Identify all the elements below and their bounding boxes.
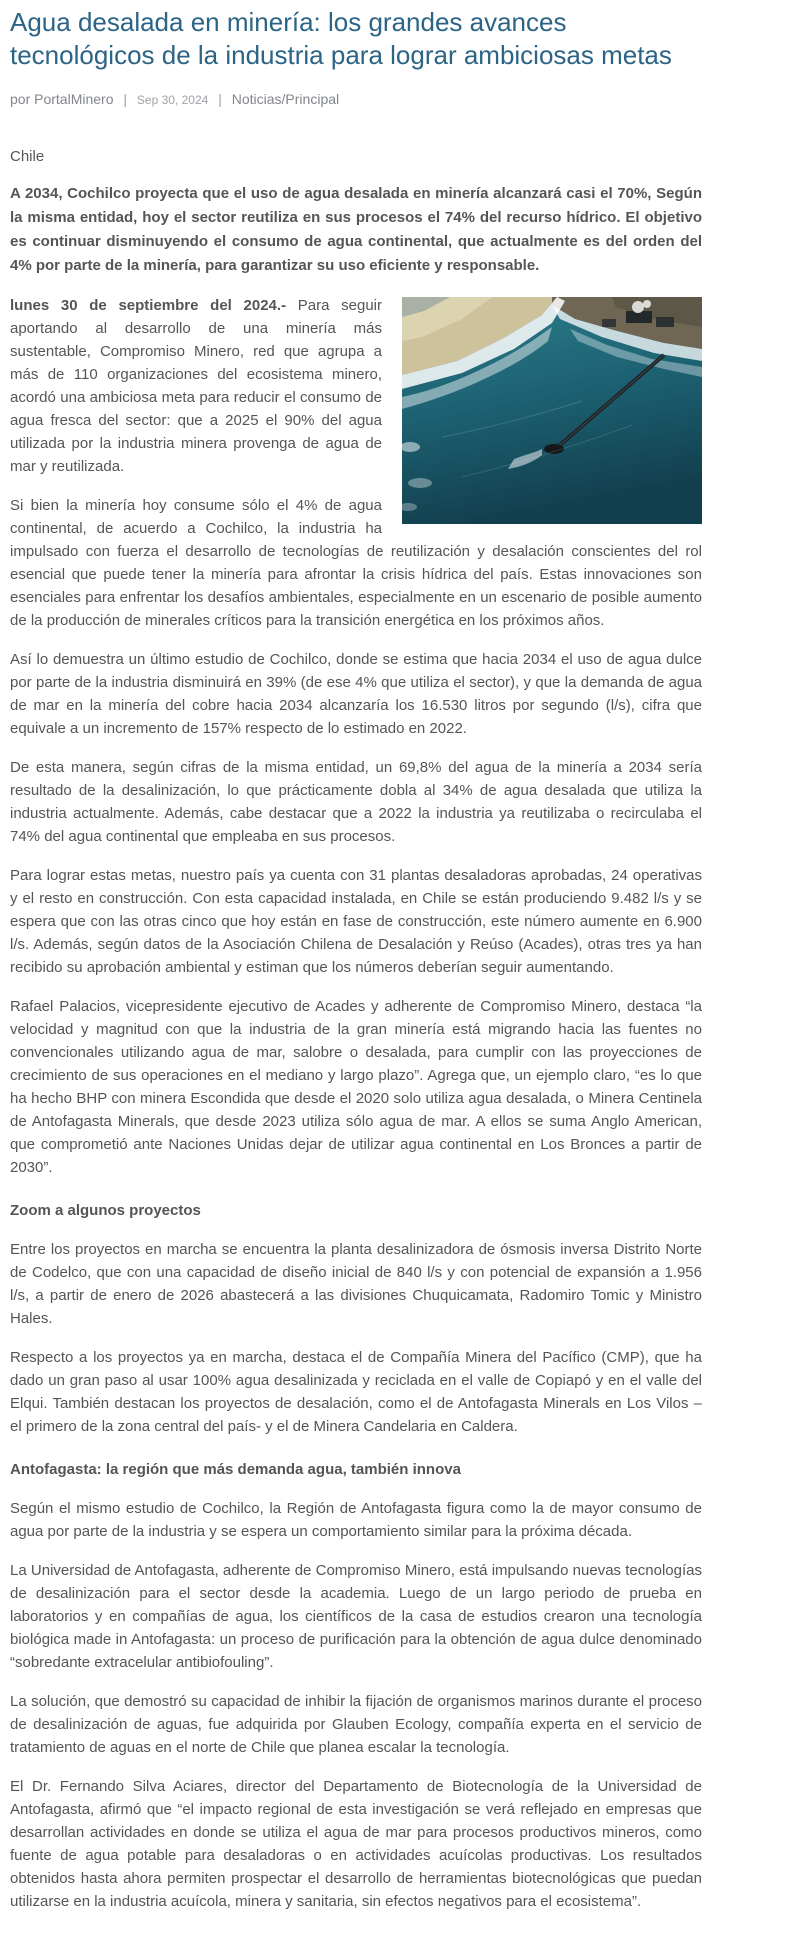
byline-separator: |: [123, 91, 128, 107]
lead-paragraph: A 2034, Cochilco proyecta que el uso de agua desalada en minería alcanzará casi el 70%, Según la misma entidad, hoy el sector reutiliza en sus procesos el 74% del recurso hídrico. El objetivo es continuar disminuyendo el consumo de agua continental, que actualmente es del orden del 4% por parte de la minería, para garantizar su uso eficiente y responsable.: [10, 185, 702, 274]
byline-separator: |: [218, 91, 222, 107]
article-body: [10, 145, 702, 1913]
paragraph: La Universidad de Antofagasta, adherente de Compromiso Minero, está impulsando nuevas tecnologías de desalinización para el sector desde la academia. Luego de un largo periodo de prueba en laboratorios y en compañías de agua, los científicos de la casa de estudios crearon una tecnología biológica made in Antofagasta: un proceso de purificación para la obtención de agua dulce denominado “sobredante extracelular antibiofouling”.: [10, 1562, 702, 1671]
industrial-building: [602, 319, 616, 327]
paragraph: Respecto a los proyectos ya en marcha, destaca el de Compañía Minera del Pacífico (CMP), que ha dado un gran paso al usar 100% agua desalinizada y reciclada en el valle de Copiapó y en el valle del Elqui. También destacan los proyectos de desalación, como el de Antofagasta Minerals en Los Vilos – el primero de la zona central del país- y el de Minera Candelaria en Caldera.: [10, 1349, 702, 1435]
page-title: Agua desalada en minería: los grandes avances tecnológicos de la industria para lograr ambiciosas metas: [10, 7, 672, 70]
section-heading-projects: Zoom a algunos proyectos: [10, 1202, 201, 1219]
byline: [10, 91, 702, 107]
industrial-building: [656, 317, 674, 327]
dateline: lunes 30 de septiembre del 2024.-: [10, 297, 298, 314]
paragraph: Según el mismo estudio de Cochilco, la Región de Antofagasta figura como la de mayor consumo de agua por parte de la industria y se espera un comportamiento similar para la próxima década.: [10, 1500, 702, 1540]
aerial-coastline-photo: [402, 297, 702, 524]
paragraph: La solución, que demostró su capacidad de inhibir la fijación de organismos marinos durante el proceso de desalinización de aguas, fue adquirida por Glauben Ecology, compañía experta en el servicio de tratamiento de aguas en el norte de Chile que planea escalar la tecnología.: [10, 1693, 702, 1756]
paragraph-text: Para seguir aportando al desarrollo de una minería más sustentable, Compromiso Minero, red que agrupa a más de 110 organizaciones del ecosistema minero, acordó una ambiciosa meta para reducir el consumo de agua fresca del sector: que a 2025 el 90% del agua utilizada por la industria minera provenga de agua de mar y reutilizada.: [10, 297, 382, 475]
paragraph: De esta manera, según cifras de la misma entidad, un 69,8% del agua de la minería a 2034 sería resultado de la desalinización, lo que prácticamente dobla al 34% de agua desalada que utiliza la industria actualmente. Además, cabe destacar que a 2022 la industria ya reutilizaba o recirculaba el 74% del agua continental que empleaba en sus procesos.: [10, 759, 702, 845]
category-link[interactable]: Noticias/Principal: [231, 91, 340, 107]
paragraph: Entre los proyectos en marcha se encuentra la planta desalinizadora de ósmosis inversa Distrito Norte de Codelco, que con una capacidad de diseño inicial de 840 l/s y con potencial de expansión a 1.956 l/s, a partir de enero de 2026 abastecerá a las divisiones Chuquicamata, Radomiro Tomic y Ministro Hales.: [10, 1241, 702, 1327]
publish-date: Sep 30, 2024: [136, 93, 209, 107]
steam-plume: [632, 301, 644, 313]
paragraph: Para lograr estas metas, nuestro país ya cuenta con 31 plantas desaladoras aprobadas, 24 operativas y el resto en construcción. Con esta capacidad instalada, en Chile se están produciendo 9.482 l/s y se espera que con las otras cinco que hoy están en fase de construcción, este número aumente en 6.900 l/s. Además, según datos de la Asociación Chilena de Desalación y Reúso (Acades), otras tres ya han recibido su aprobación ambiental y estiman que los números deberían seguir aumentando.: [10, 867, 702, 976]
section-heading-antofagasta: Antofagasta: la región que más demanda agua, también innova: [10, 1461, 461, 1478]
article-image: [402, 297, 702, 524]
location-line: Chile: [10, 148, 45, 165]
paragraph: Así lo demuestra un último estudio de Cochilco, donde se estima que hacia 2034 el uso de agua dulce por parte de la industria disminuirá en 39% (de ese 4% que utiliza el sector), y que la demanda de agua de mar en la minería del cobre hacia 2034 alcanzaría los 16.530 litros por segundo (l/s), cifra que equivale a un incremento de 157% respecto de lo estimado en 2022.: [10, 651, 702, 737]
byline-prefix: por: [10, 91, 31, 107]
paragraph: Si bien la minería hoy consume sólo el 4% de agua continental, de acuerdo a Cochilco, la industria ha impulsado con fuerza el desarrollo de tecnologías de reutilización y desalación conscientes del rol esencial que puede tener la minería para afrontar la crisis hídrica del país. Estas innovaciones son esenciales para enfrentar los desafíos ambientales, especialmente en un escenario de posible aumento de la producción de minerales críticos para la transición energética en los próximos años.: [10, 497, 702, 629]
foam-patch: [408, 478, 432, 488]
paragraph: Rafael Palacios, vicepresidente ejecutivo de Acades y adherente de Compromiso Minero, destaca “la velocidad y magnitud con que la industria de la gran minería está migrando hacia las fuentes no convencionales utilizando agua de mar, salobre o desalada, para cumplir con las proyecciones de crecimiento de sus operaciones en el mediano y largo plazo”. Agrega que, un ejemplo claro, “es lo que ha hecho BHP con minera Escondida que desde el 2020 solo utiliza agua desalada, o Minera Centinela de Antofagasta Minerals, que desde 2023 utiliza sólo agua de mar. A ellos se suma Anglo American, que comprometió ante Naciones Unidas dejar de utilizar agua continental en Los Bronces a partir de 2030”.: [10, 998, 702, 1176]
steam-plume: [643, 300, 651, 308]
author-link[interactable]: PortalMinero: [34, 91, 114, 107]
paragraph: El Dr. Fernando Silva Aciares, director del Departamento de Biotecnología de la Universidad de Antofagasta, afirmó que “el impacto regional de esta investigación se verá reflejado en empresas que desarrollan actividades en donde se utiliza el agua de mar para procesos productivos mineros, como fuente de agua potable para desaladoras o en actividades acuícolas productivas. Los resultados obtenidos hasta ahora permiten prospectar el desarrollo de herramientas biotecnológicas que puedan utilizarse en la industria acuícola, minera y sanitaria, sin efectos negativos para el ecosistema”.: [10, 1778, 702, 1910]
